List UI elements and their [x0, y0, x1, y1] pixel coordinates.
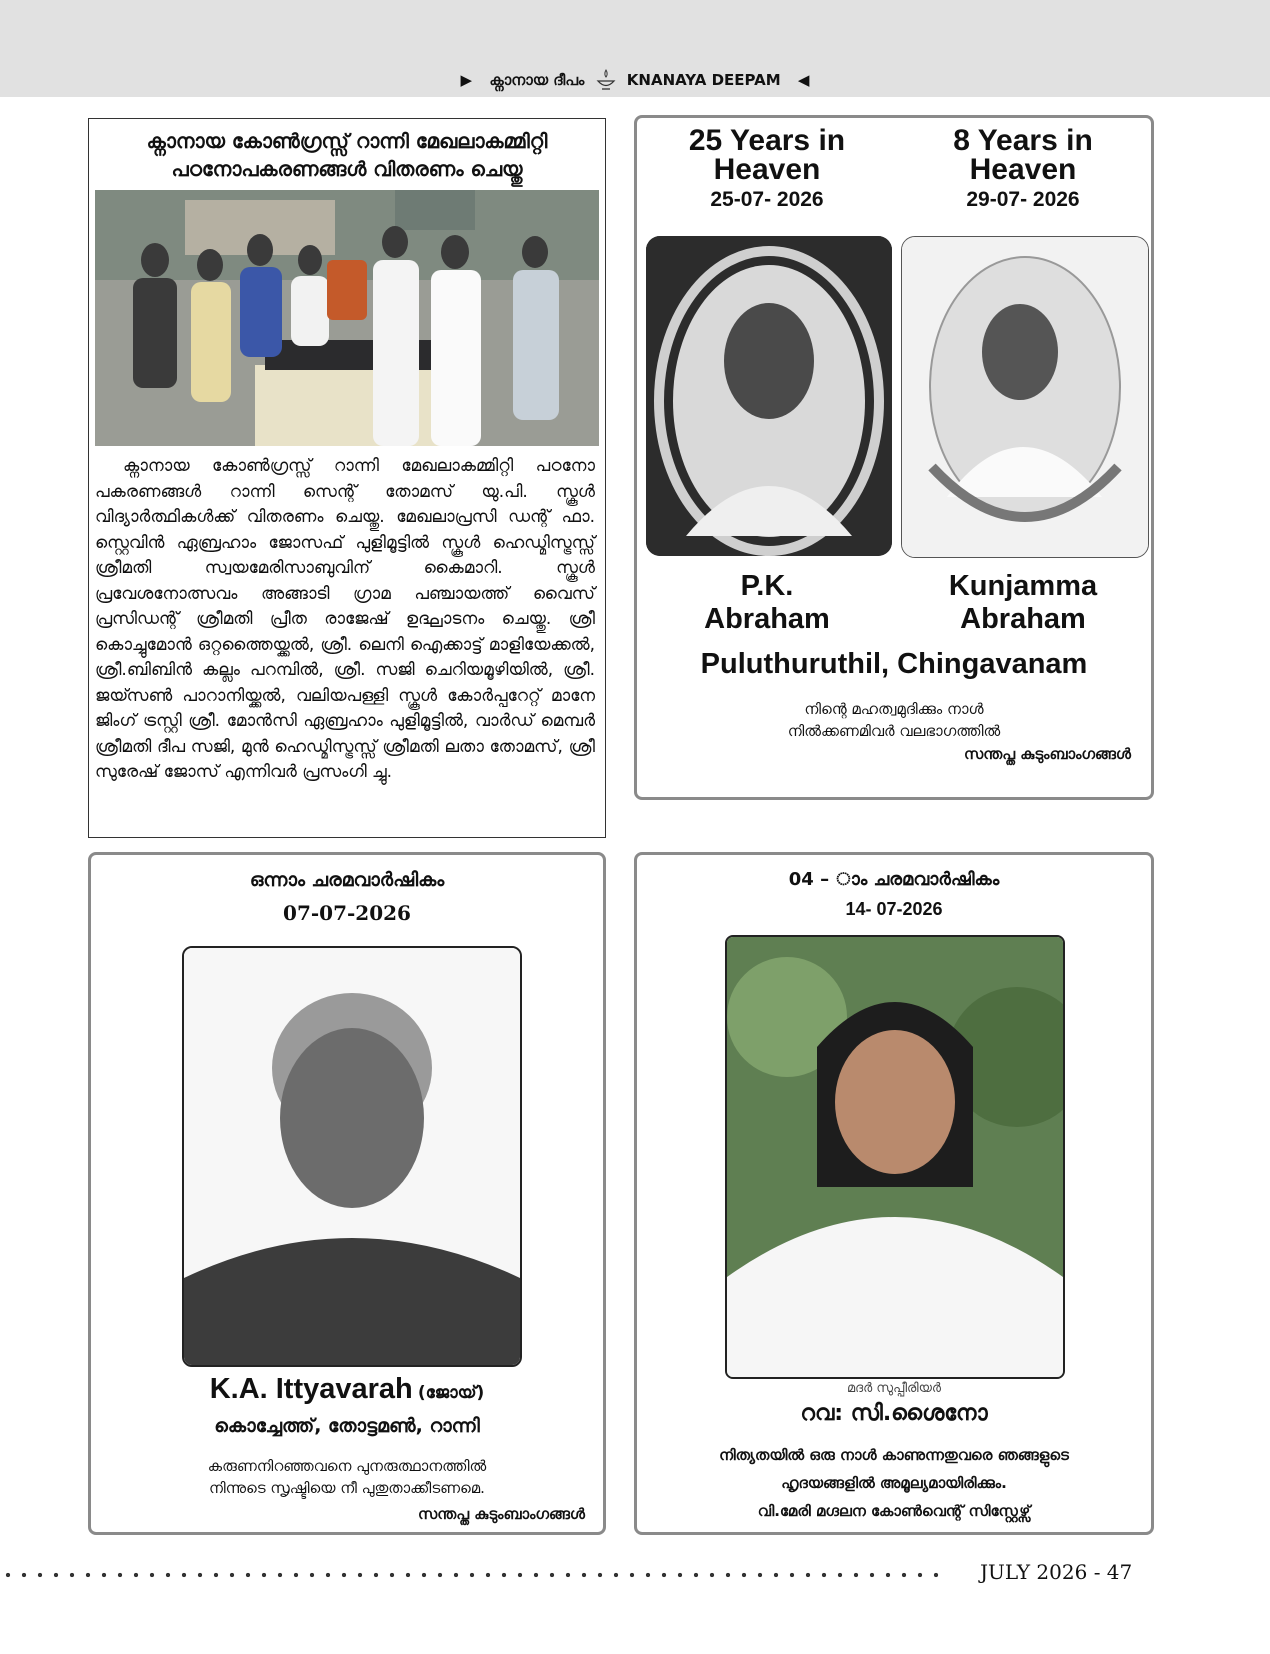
- left-name-line-2: Abraham: [704, 603, 830, 635]
- right-heaven-label: Heaven: [969, 153, 1077, 186]
- couple-signoff: സന്തപ്ത കുടുംബാംഗങ്ങൾ: [963, 745, 1131, 763]
- portrait-sister: [725, 935, 1065, 1379]
- news-headline: [89, 127, 605, 183]
- sister-verse-line-2: ഹൃദയങ്ങളിൽ അമൂല്യമായിരിക്കും.: [781, 1474, 1007, 1492]
- right-years-label: 8 Years in: [953, 124, 1093, 157]
- left-name-line-1: P.K.: [740, 570, 794, 602]
- left-anniversary: [637, 126, 897, 212]
- sister-role: മദർ സുപ്പീരിയർ: [846, 1381, 942, 1396]
- right-date: 29-07- 2026: [966, 188, 1080, 211]
- portrait-kunjamma-abraham: [901, 236, 1149, 558]
- right-name-line-1: Kunjamma: [948, 570, 1098, 602]
- portrait-nun-color: [727, 937, 1063, 1377]
- ittyavarah-name-text: K.A. Ittyavarah: [209, 1373, 413, 1405]
- portrait-ittyavarah: [182, 946, 522, 1367]
- ittyavarah-verse: [91, 1455, 603, 1499]
- sister-title: 04 – ാം ചരമവാർഷികം: [788, 869, 1000, 890]
- sister-verse: [637, 1441, 1151, 1525]
- portrait-pk-abraham: [646, 236, 892, 556]
- left-date: 25-07- 2026: [710, 188, 824, 211]
- sister-name: റവ: സി.ശൈനോ: [800, 1401, 988, 1426]
- ittyavarah-title: ഒന്നാം ചരമവാർഷികം: [249, 869, 445, 891]
- news-photo: [95, 190, 599, 446]
- header-title-en: KNANAYA DEEPAM: [626, 71, 781, 89]
- couple-verse: [637, 698, 1151, 742]
- right-name: [893, 570, 1153, 636]
- ittyavarah-place: കൊച്ചേത്ത്, തോട്ടമൺ, റാന്നി: [214, 1415, 480, 1437]
- right-name-line-2: Abraham: [960, 603, 1086, 635]
- news-article: [88, 118, 606, 838]
- left-years-label: 25 Years in: [688, 124, 846, 157]
- framed-portrait-woman: [902, 237, 1148, 557]
- memorial-couple-card: [634, 115, 1154, 800]
- couple-verse-line-1: നിന്റെ മഹത്വമുദിക്കും നാൾ: [804, 700, 984, 718]
- header-title-ml: ക്നാനായ ദീപം: [489, 71, 585, 89]
- news-headline-line-1: ക്നാനായ കോൺഗ്രസ്സ് റാന്നി മേഖലാകമ്മിറ്റി: [146, 129, 548, 153]
- footer-dotted-rule: [0, 1571, 940, 1579]
- couple-verse-line-2: നിൽക്കണമിവർ വലഭാഗത്തിൽ: [787, 722, 1001, 740]
- page-number: JULY 2026 - 47: [980, 1560, 1133, 1584]
- group-photo-illustration: [95, 190, 599, 446]
- news-headline-line-2: പഠനോപകരണങ്ങൾ വിതരണം ചെയ്തു: [171, 157, 523, 181]
- portrait-man-bw: [184, 948, 520, 1365]
- sister-date: 14- 07-2026: [845, 899, 943, 919]
- lamp-icon: [596, 68, 616, 92]
- header-row: [0, 68, 1270, 92]
- left-name: [637, 570, 897, 636]
- sister-signoff: വി.മേരി മഗ്ദലന കോൺവെന്റ് സിസ്റ്റേഴ്സ്: [757, 1502, 1031, 1520]
- arrow-left-icon: ◀: [797, 71, 810, 89]
- right-anniversary: [893, 126, 1153, 212]
- ittyavarah-verse-line-1: കരുണനിറഞ്ഞവനെ പുനരുത്ഥാനത്തിൽ: [207, 1457, 487, 1475]
- family-house-name: Puluthuruthil, Chingavanam: [700, 648, 1088, 680]
- sister-verse-line-1: നിത്യതയിൽ ഒരു നാൾ കാണുന്നതുവരെ ഞങ്ങളുടെ: [719, 1446, 1069, 1464]
- framed-portrait-man: [646, 236, 892, 556]
- news-body: ക്നാനായ കോൺഗ്രസ്സ് റാന്നി മേഖലാകമ്മിറ്റി പഠനോ പകരണങ്ങൾ റാന്നി സെന്റ് തോമസ് യു.പി. സ്കൂൾ വിദ്യാർത്ഥികൾക്ക് വിതരണം ചെയ്തു. മേഖലാപ്രസി ഡന്റ് ഫാ. സ്റ്റെവിൻ ഏബ്രഹാം ജോസഫ് പുളിമൂട്ടിൽ സ്കൂൾ ഹെഡ്മിസ്ട്രസ്സ് ശ്രീമതി സ്വയമേരിസാബുവിന് കൈമാറി. സ്കൂൾ പ്രവേശനോത്സവം അങ്ങാടി ഗ്രാമ പഞ്ചായത്ത് വൈസ് പ്രസിഡന്റ് ശ്രീമതി പ്രീത രാജേഷ് ഉദ്ഘാടനം ചെയ്തു. ശ്രീ കൊച്ചുമോൻ ഒറ്റത്തൈയ്ക്കൽ, ശ്രീ. ലെനി ഐക്കാട്ട് മാളിയേക്കൽ, ശ്രീ.ബിബിൻ കല്ലം പറമ്പിൽ, ശ്രീ. സജി ചെറിയമൂഴിയിൽ, ശ്രീ. ജയ്സൺ പാറാനിയ്ക്കൽ, വലിയപള്ളി സ്കൂൾ കോർപ്പറേറ്റ് മാനേ ജിംഗ് ട്രസ്റ്റി ശ്രീ. മോൻസി ഏബ്രഹാം പുളിമൂട്ടിൽ, വാർഡ് മെമ്പർ ശ്രീമതി ദീപ സജി, മുൻ ഹെഡ്മിസ്ട്രസ്സ് ശ്രീമതി ലതാ തോമസ്, ശ്രീ സുരേഷ് ജോസ് എന്നിവർ പ്രസംഗി ച്ചു.: [95, 456, 595, 782]
- ittyavarah-name: [91, 1373, 603, 1406]
- ittyavarah-verse-line-2: നിന്നുടെ സൃഷ്ടിയെ നീ പുതുതാക്കീടണമെ.: [209, 1479, 485, 1497]
- memorial-ittyavarah-card: [88, 852, 606, 1535]
- left-heaven-label: Heaven: [713, 153, 821, 186]
- arrow-right-icon: ▶: [460, 71, 473, 89]
- ittyavarah-signoff: സന്തപ്ത കുടുംബാംഗങ്ങൾ: [417, 1505, 585, 1523]
- ittyavarah-nickname: (ജോയ്): [417, 1383, 485, 1403]
- memorial-sister-card: [634, 852, 1154, 1535]
- ittyavarah-date: 07-07-2026: [283, 901, 411, 925]
- page-header: [0, 0, 1270, 97]
